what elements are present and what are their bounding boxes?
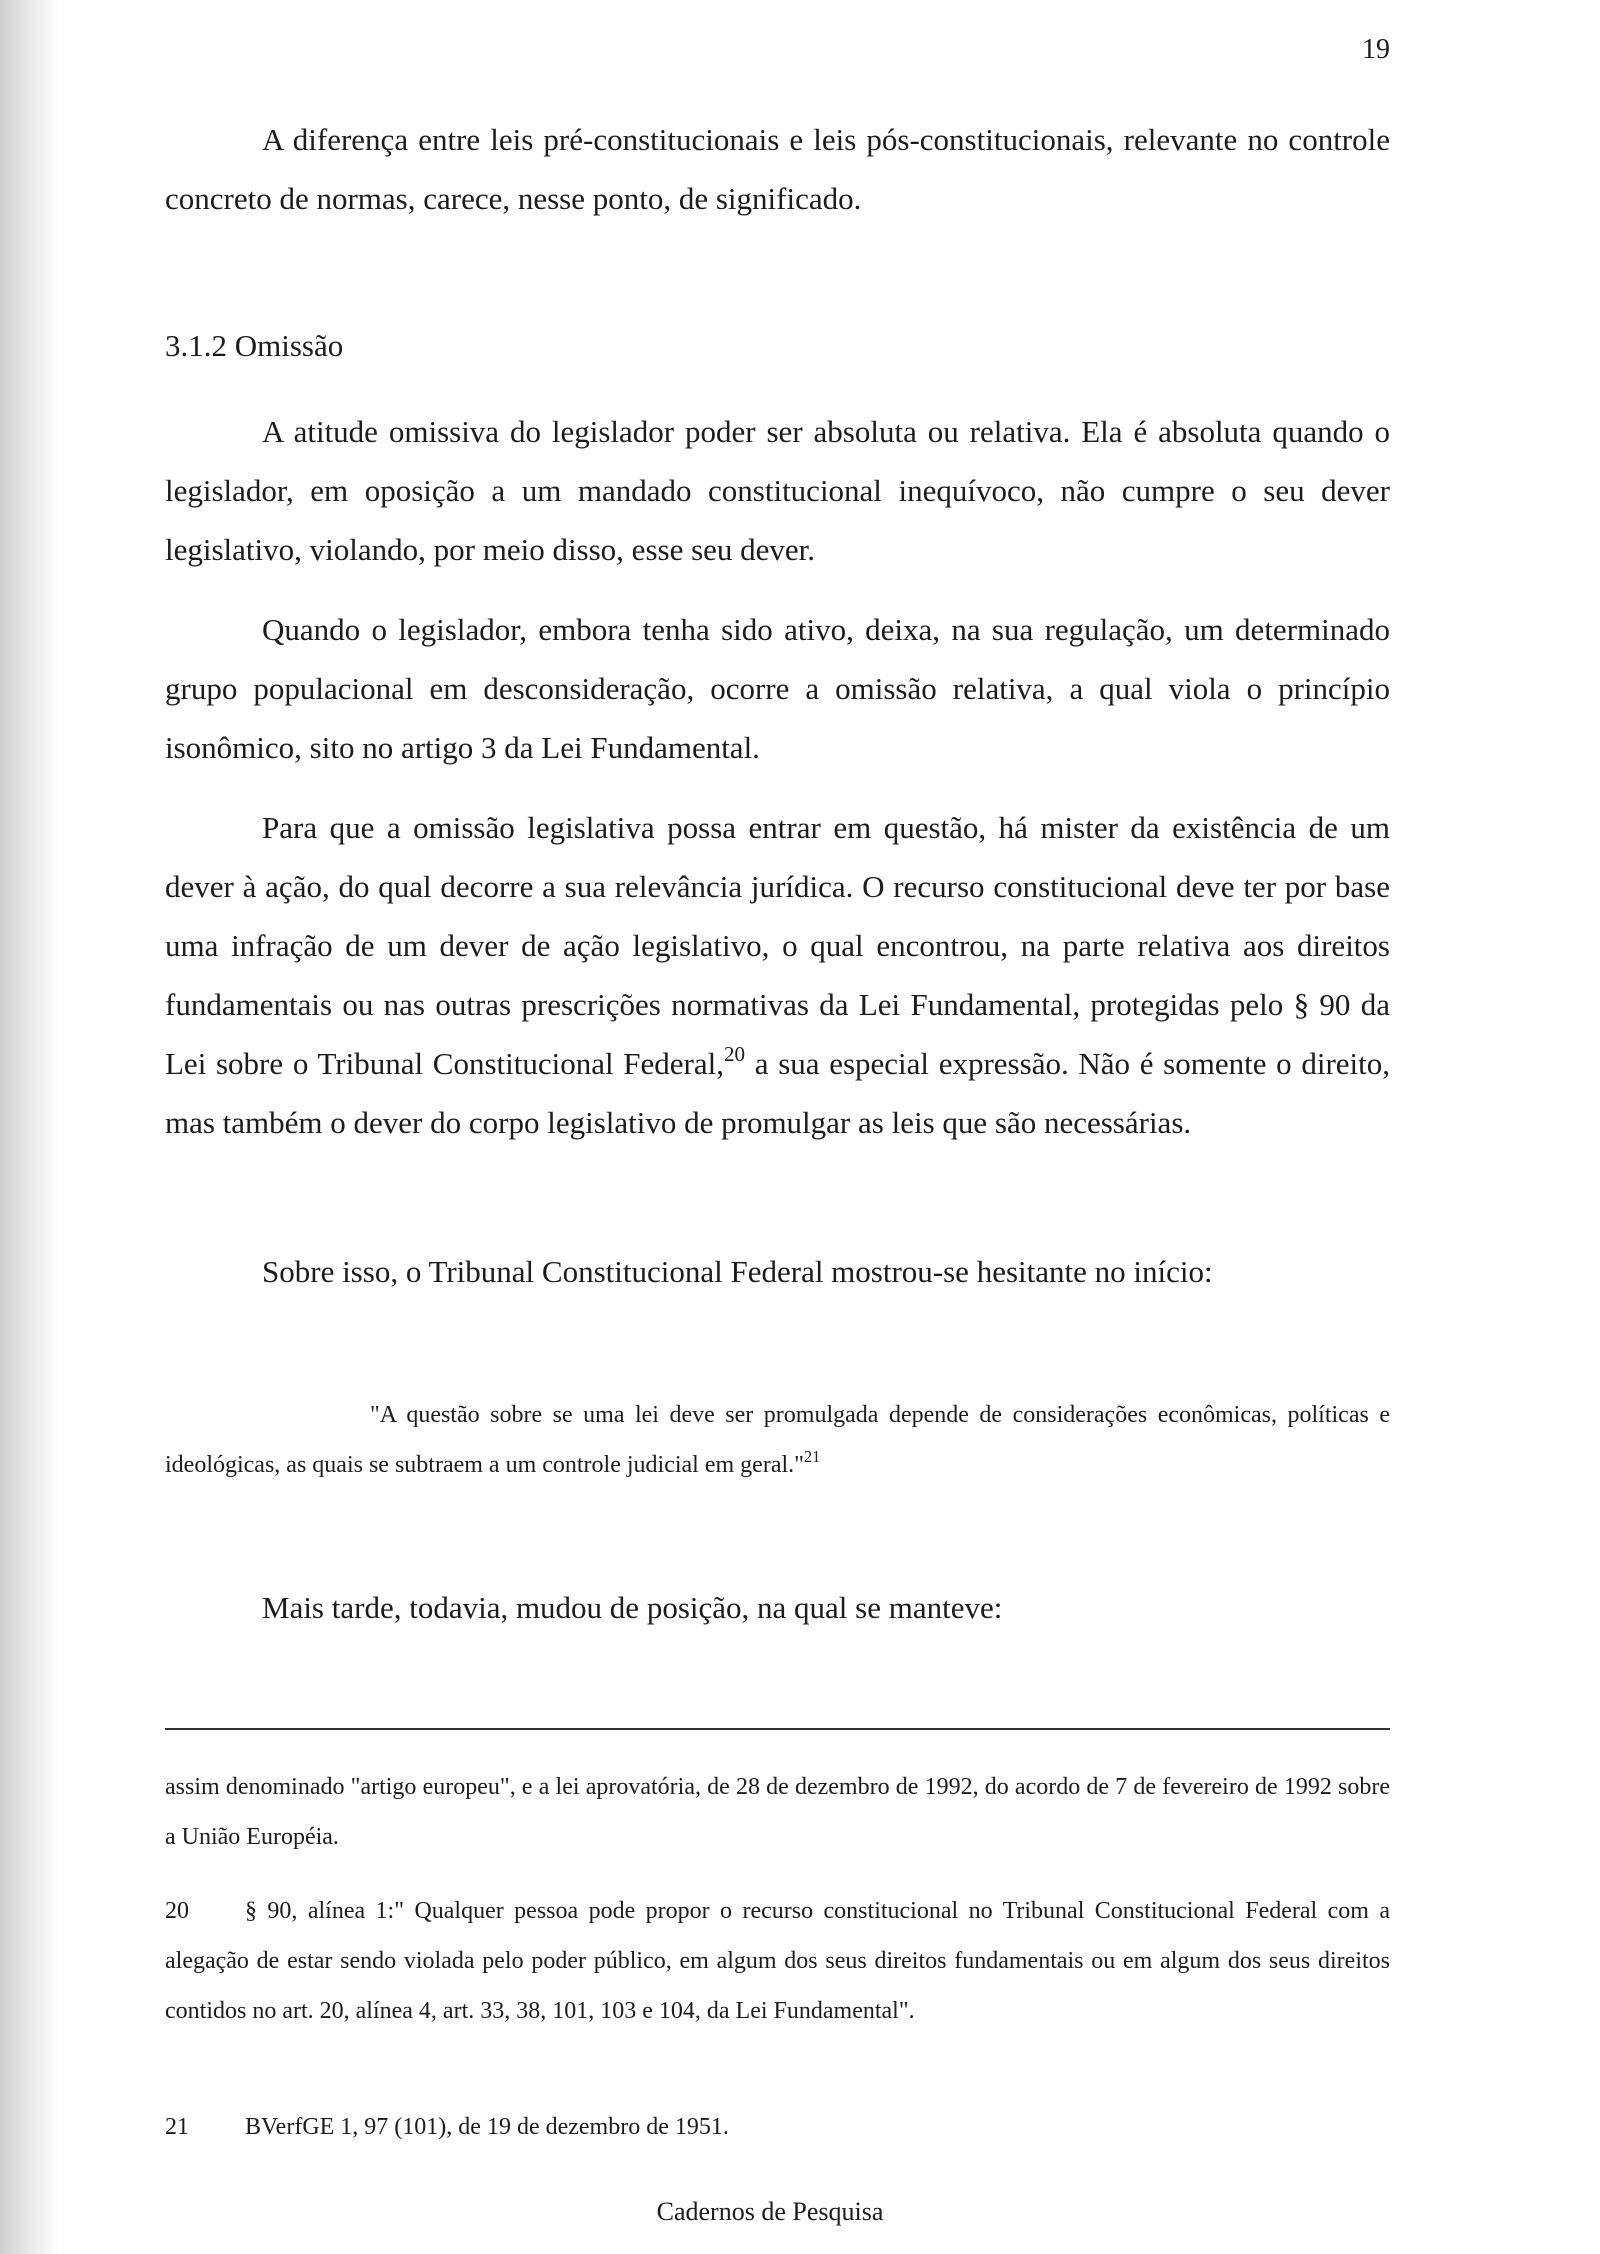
paragraph-tribunal-hesitante: Sobre isso, o Tribunal Constitucional Federal mostrou-se hesitante no início: <box>262 1254 1213 1289</box>
footnote-21-number: 21 <box>165 2114 189 2140</box>
paragraph-omissao-absoluta: A atitude omissiva do legislador poder ser absoluta ou relativa. Ela é absoluta quando o legislador, em oposição a um mandado constitucional inequívoco, não cumpre o seu dever legislativo, violando, por meio disso, esse seu dever. <box>165 414 1390 567</box>
section-heading-omissao: 3.1.2 Omissão <box>165 328 344 363</box>
paragraph-mudou-posicao: Mais tarde, todavia, mudou de posição, na qual se manteve: <box>262 1590 1003 1625</box>
paragraph-omissao-relativa: Quando o legislador, embora tenha sido ativo, deixa, na sua regulação, um determinado grupo populacional em desconsideração, ocorre a omissão relativa, a qual viola o princípio isonômico, sito no artigo 3 da Lei Fundamental. <box>165 612 1390 765</box>
footnote-continuation: assim denominado "artigo europeu", e a lei aprovatória, de 28 de dezembro de 1992, do acordo de 7 de fevereiro de 1992 sobre a União Européia. <box>165 1774 1390 1850</box>
page-footer: Cadernos de Pesquisa <box>656 2197 884 2226</box>
paragraph-text-part-1: Para que a omissão legislativa possa entrar em questão, há mister da existência de um dever à ação, do qual decorre a sua relevância jurídica. O recurso constitucional deve ter por base uma infração de um dever de ação legislativo, o qual encontrou, na parte relativa aos direitos fundamentais ou nas outras prescrições normativas da Lei Fundamental, protegidas pelo § 90 da Lei sobre o Tribunal Constitucional Federal, <box>165 810 1390 1081</box>
quote-text: "A questão sobre se uma lei deve ser promulgada depende de considerações econômicas, políticas e ideológicas, as quais se subtraem a um controle judicial em geral." <box>165 1402 1390 1478</box>
footnote-ref-21: 21 <box>803 1446 821 1466</box>
paragraph-dever-acao <box>165 798 1390 1152</box>
footnote-ref-20: 20 <box>724 1041 746 1066</box>
footnote-separator <box>165 1728 1390 1730</box>
footnote-21 <box>165 2102 1390 2152</box>
footnote-20-text: § 90, alínea 1:" Qualquer pessoa pode propor o recurso constitucional no Tribunal Constitucional Federal com a alegação de estar sendo violada pelo poder público, em algum dos seus direitos fundamentais ou em algum dos seus direitos contidos no art. 20, alínea 4, art. 33, 38, 101, 103 e 104, da Lei Fundamental". <box>165 1898 1390 2024</box>
footnote-21-text: BVerfGE 1, 97 (101), de 19 de dezembro de 1951. <box>245 2114 729 2140</box>
paragraph-leis-constitucionais: A diferença entre leis pré-constitucionais e leis pós-constitucionais, relevante no controle concreto de normas, carece, nesse ponto, de significado. <box>165 122 1390 216</box>
footnote-20-number: 20 <box>165 1898 189 1924</box>
book-spine-shadow <box>0 0 60 2254</box>
block-quote <box>165 1390 1390 1490</box>
page-number: 19 <box>1362 34 1390 65</box>
paragraph-text-part-2: a sua especial expressão. Não é somente o direito, mas também o dever do corpo legislativo de promulgar as leis que são necessárias. <box>165 1046 1390 1140</box>
footnote-20 <box>165 1886 1390 2036</box>
